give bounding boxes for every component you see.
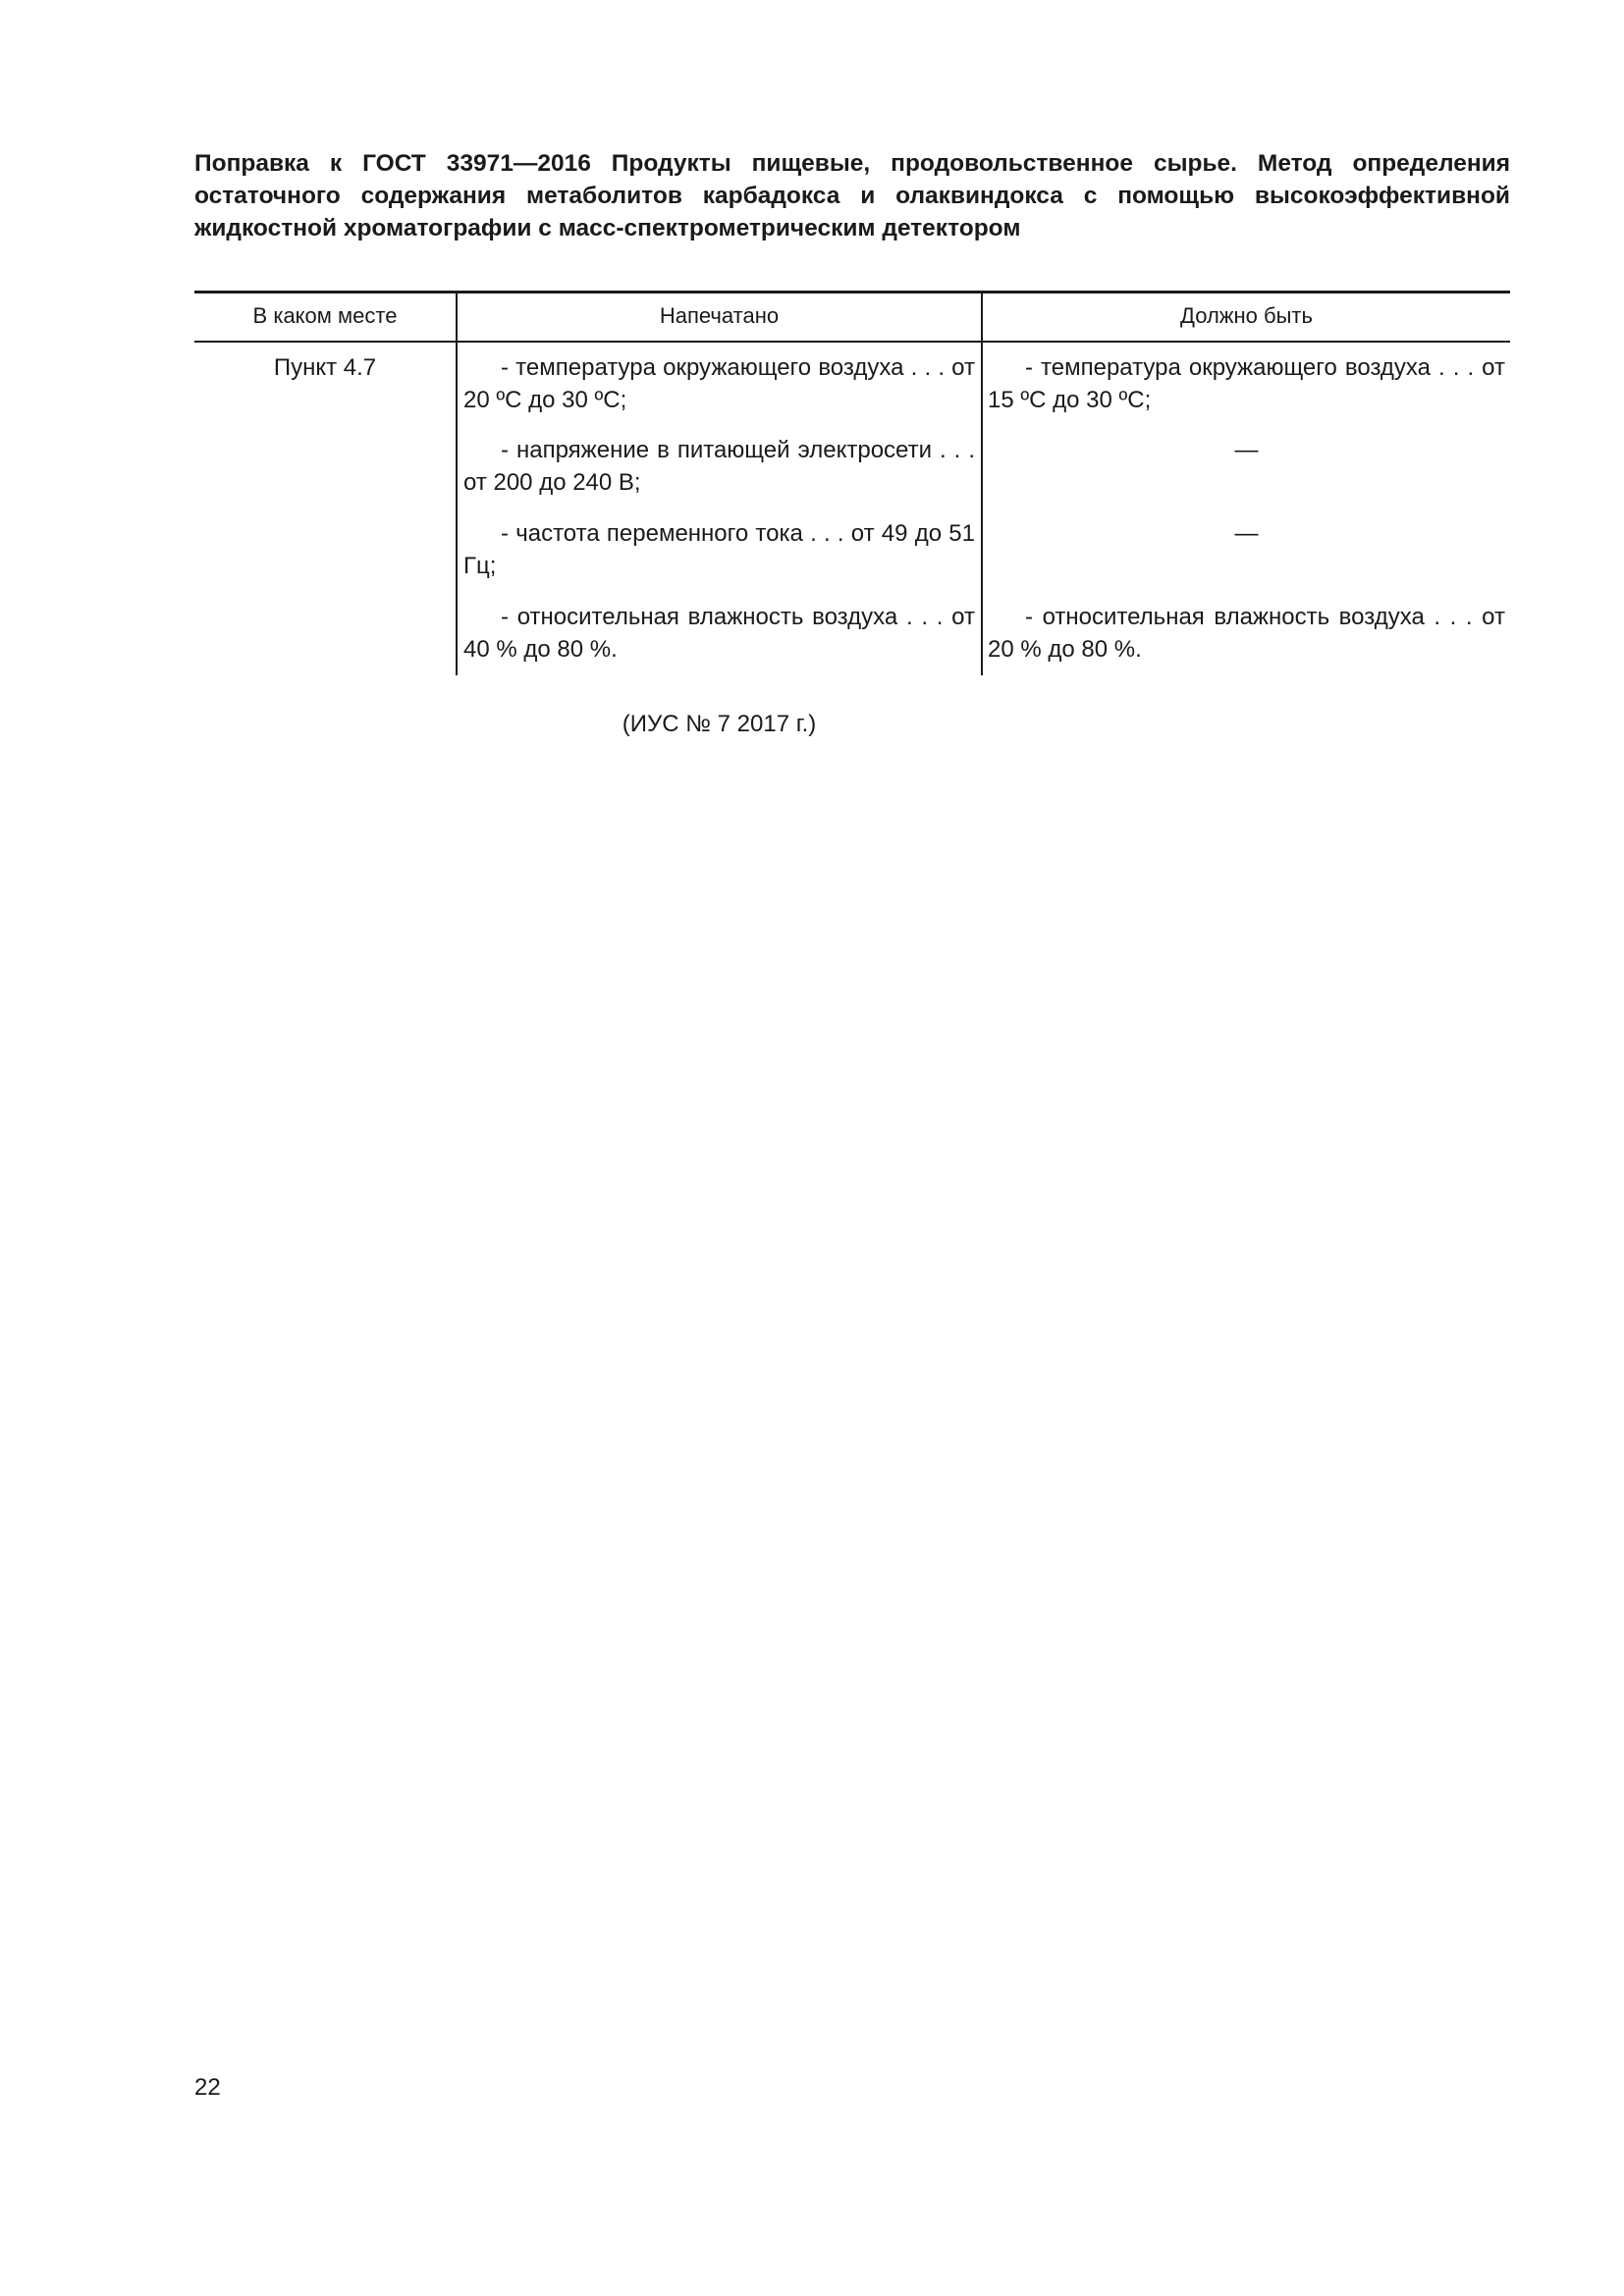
header-should-be: Должно быть xyxy=(1180,303,1313,328)
table-column-divider-2 xyxy=(981,292,983,675)
table-header-rule xyxy=(194,341,1510,343)
should-be-entry-frequency: — xyxy=(1234,520,1259,547)
table-column-divider-1 xyxy=(456,292,458,675)
printed-entry-frequency: - частота переменного тока . . . от 49 до 51 Гц; xyxy=(463,520,975,579)
table-top-rule xyxy=(194,291,1510,294)
header-place: В каком месте xyxy=(252,303,398,328)
printed-entry-voltage: - напряжение в питающей электросети . . . от 200 до 240 В; xyxy=(463,437,975,496)
printed-entry-humidity: - относительная влажность воздуха . . . от 40 % до 80 %. xyxy=(463,604,975,663)
header-printed: Напечатано xyxy=(659,303,780,328)
should-be-entry-voltage: — xyxy=(1234,437,1259,463)
page-number: 22 xyxy=(194,2074,221,2101)
should-be-entry-temperature: - температура окружающего воздуха . . . от 15 ºС до 30 ºС; xyxy=(988,354,1505,413)
should-be-entry-humidity: - относительная влажность воздуха . . . от 20 % до 80 %. xyxy=(988,604,1505,663)
cell-place: Пункт 4.7 xyxy=(273,354,377,381)
source-note: (ИУС № 7 2017 г.) xyxy=(622,711,817,737)
document-title: Поправка к ГОСТ 33971—2016 Продукты пищевые, продовольственное сырье. Метод определения остаточного содержания метаболитов карбадокса и олаквиндокса с помощью высокоэффективной жидкостной хроматографии с масс-спектрометрическим детектором xyxy=(194,150,1510,241)
printed-entry-temperature: - температура окружающего воздуха . . . от 20 ºС до 30 ºС; xyxy=(463,354,975,413)
